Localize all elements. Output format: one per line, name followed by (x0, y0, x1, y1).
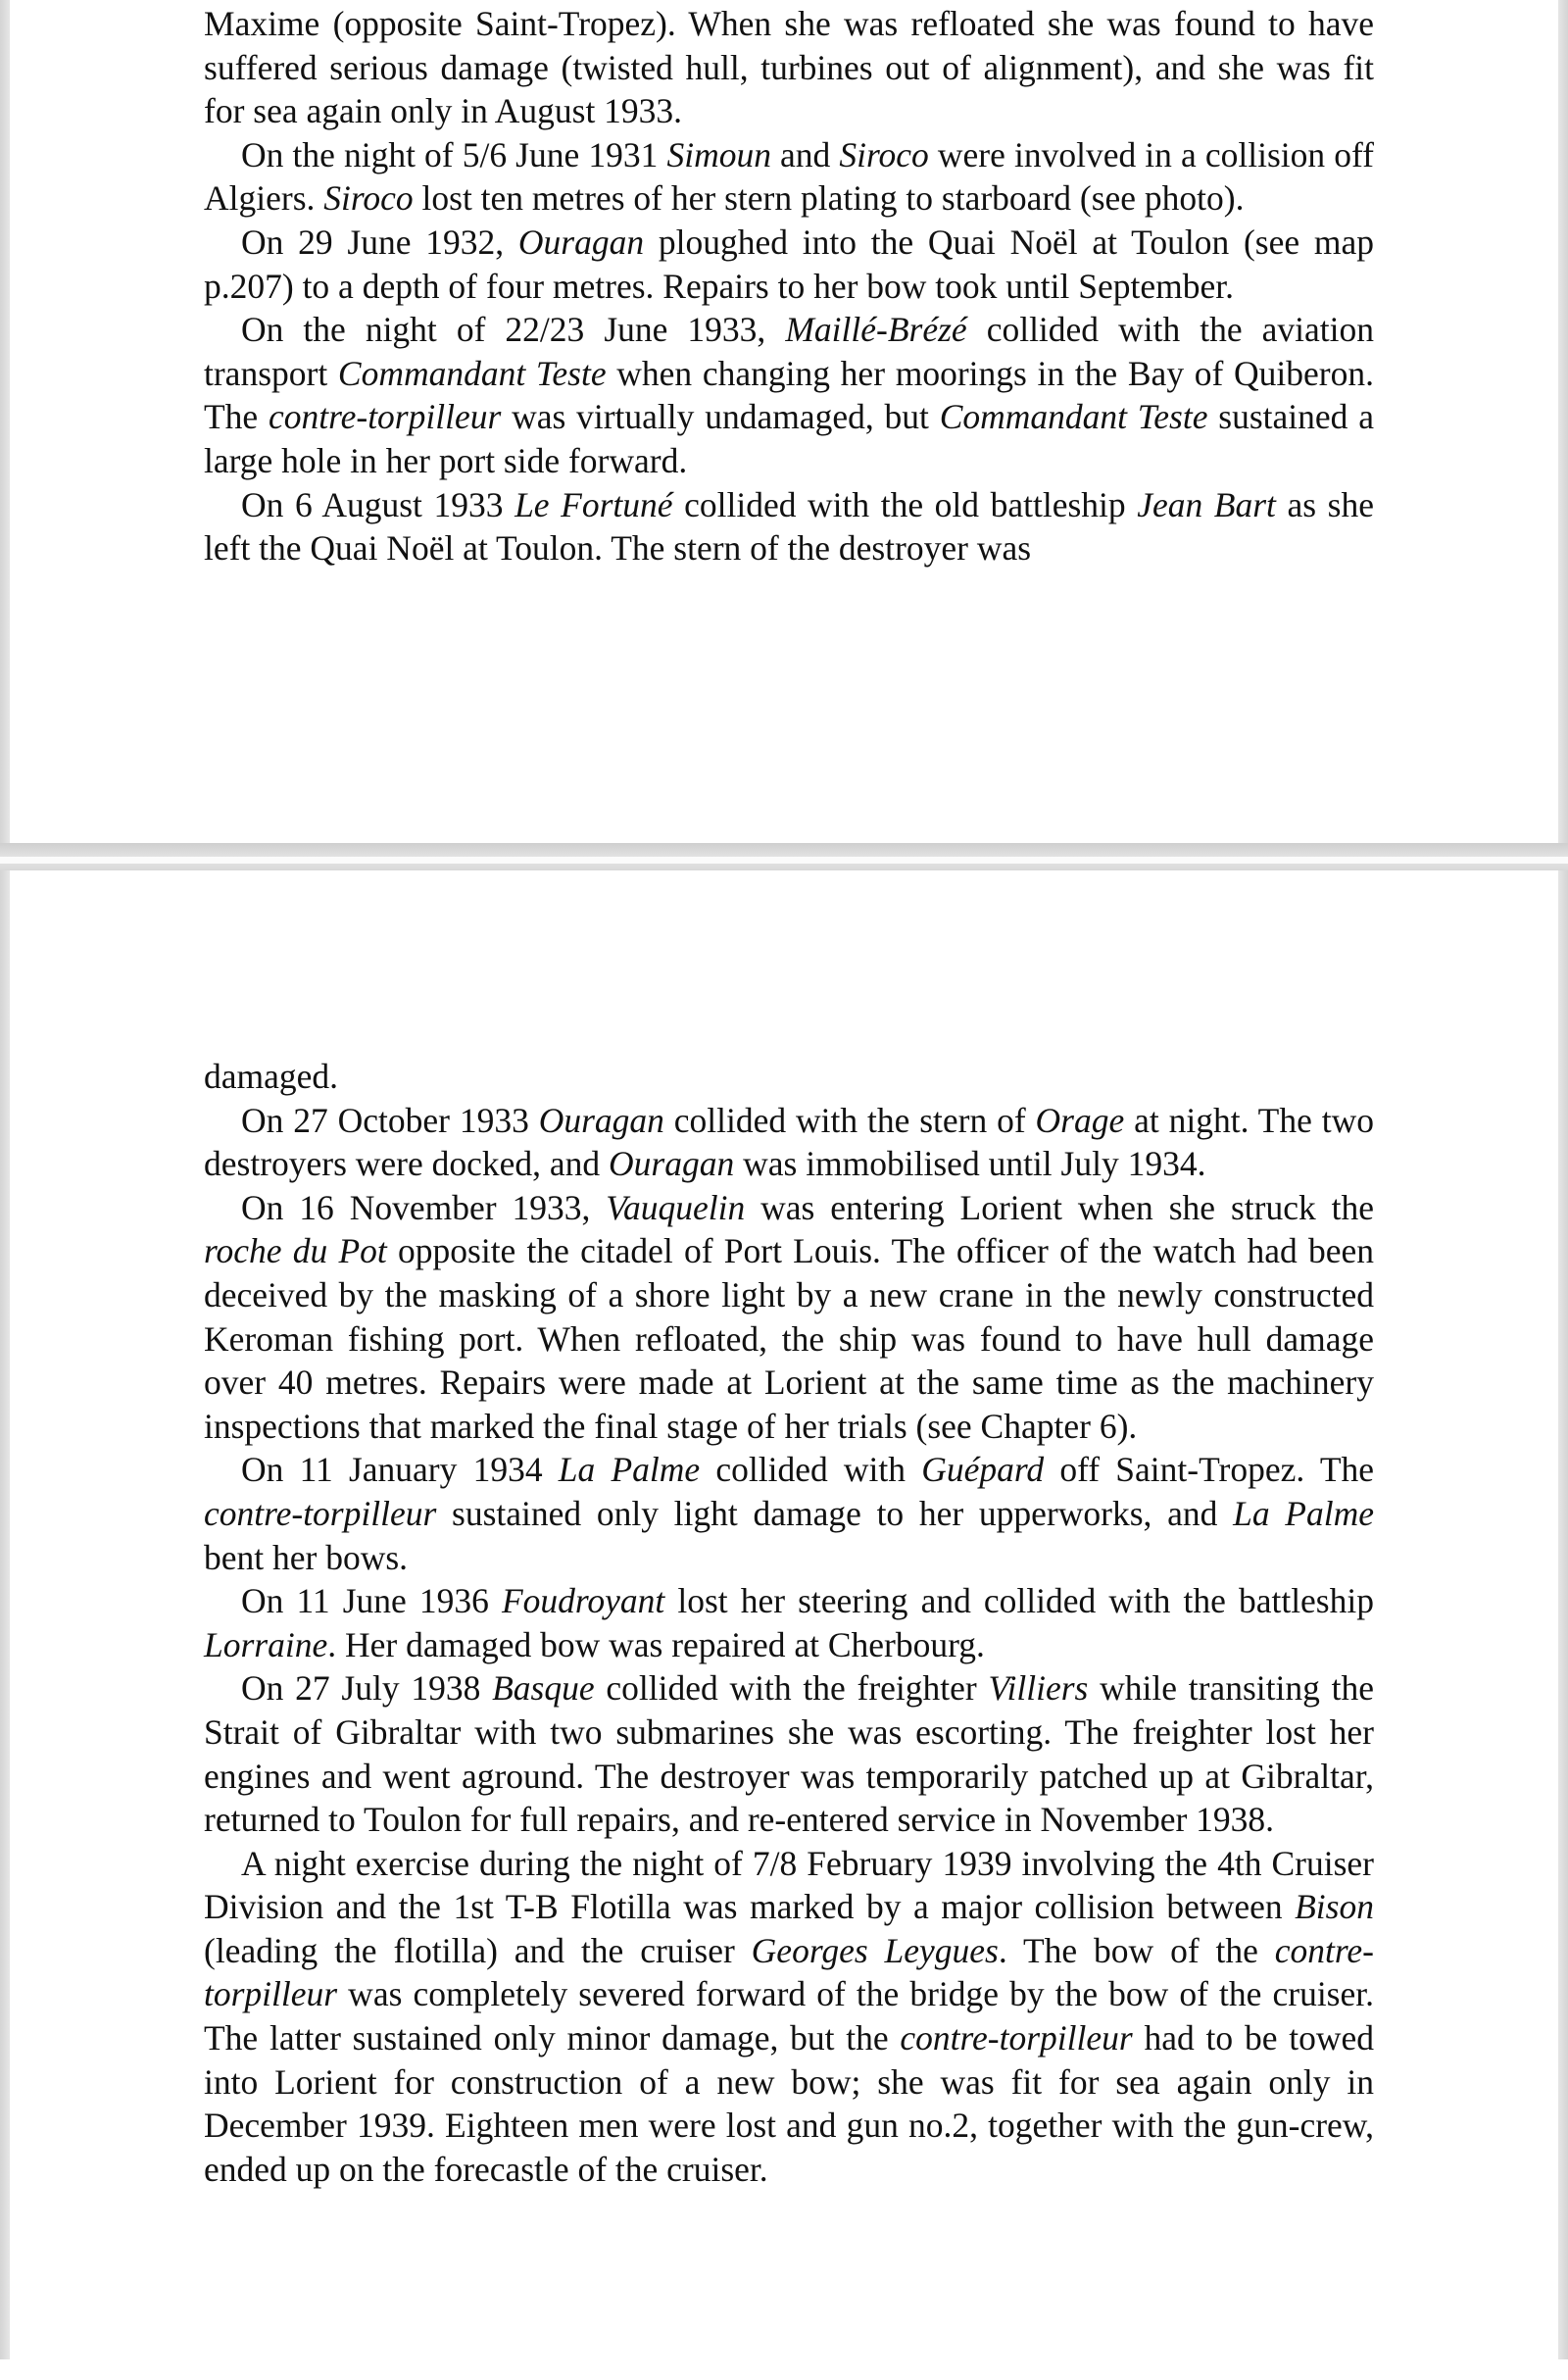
text-segment: On 16 November 1933, (241, 1187, 607, 1227)
italic-text: Lorraine (204, 1624, 328, 1664)
text-segment: On the night of 22/23 June 1933, (241, 310, 786, 350)
document-page-2 (10, 870, 1558, 2380)
italic-text: Bison (1295, 1887, 1374, 1927)
italic-text: Guépard (921, 1450, 1045, 1490)
italic-text: Foudroyant (501, 1581, 665, 1621)
text-segment: were involved in a collision off Algiers. (204, 134, 1374, 219)
viewer-frame-left (0, 0, 10, 2359)
italic-text: Commandant Teste (939, 397, 1208, 437)
italic-text: Simoun (666, 134, 771, 174)
italic-text: contre-torpilleur (269, 397, 502, 437)
paragraph (204, 221, 1374, 308)
text-segment: opposite the citadel of Port Louis. The officer of the watch had been deceived by the masking of a shore light by a new crane in the newly constructed Keroman fishing port. When refloated, the ship was found to have hull damage over 40 metres. Repairs were made at Lorient at the same time as the machinery inspections that marked the final stage of her trials (see Chapter 6). (204, 1231, 1374, 1446)
document-page-1 (10, 0, 1558, 843)
text-segment: On 27 October 1933 (241, 1100, 539, 1140)
page-divider-top (0, 864, 1568, 870)
italic-text: Le Fortuné (514, 484, 673, 524)
text-segment: was immobilised until July 1934. (734, 1144, 1206, 1184)
italic-text: Ouragan (609, 1144, 735, 1184)
italic-text: contre-torpilleur (900, 2018, 1133, 2058)
italic-text: La Palme (558, 1450, 701, 1490)
text-segment: On 11 January 1934 (241, 1450, 559, 1490)
italic-text: Orage (1035, 1100, 1125, 1140)
paragraph-continuation (204, 2, 1374, 133)
text-segment: while transiting the Strait of Gibraltar with two submarines she was escorting. The freighter lost her engines and went aground. The destroyer was temporarily patched up at Gibraltar, returned to Toulon for full repairs, and re-entered service in November 1938. (204, 1668, 1374, 1840)
paragraph (204, 133, 1374, 221)
italic-text: Maillé-Brézé (785, 310, 967, 350)
text-segment: when changing her moorings in the Bay of Quiberon. The (204, 353, 1374, 437)
text-segment: . The bow of the (998, 1930, 1275, 1970)
text-segment: sustained a large hole in her port side forward. (204, 397, 1374, 480)
text-segment: On 11 June 1936 (241, 1581, 502, 1621)
text-segment: On 29 June 1932, (241, 222, 518, 262)
text-segment: collided with the stern of (663, 1100, 1036, 1140)
paragraph-continuation (204, 1055, 1374, 1099)
page-divider-gap (0, 857, 1568, 864)
text-segment: sustained only light damage to her upperworks, and (436, 1493, 1234, 1533)
text-segment: . Her damaged bow was repaired at Cherbourg. (327, 1624, 985, 1664)
page-text-2 (204, 1055, 1374, 2191)
text-segment: lost ten metres of her stern plating to starboard (see photo). (413, 178, 1245, 219)
text-segment: collided with (700, 1450, 922, 1490)
italic-text: contre-torpilleur (204, 1493, 437, 1533)
text-segment: ploughed into the Quai Noël at Toulon (see map p.207) to a depth of four metres. Repairs to her bow took until September. (204, 222, 1374, 306)
paragraph (204, 1099, 1374, 1186)
paragraph (204, 308, 1374, 482)
page-text-1 (204, 2, 1374, 570)
italic-text: roche du Pot (204, 1231, 387, 1271)
text-segment: bent her bows. (204, 1537, 409, 1577)
text-segment: was entering Lorient when she struck the (745, 1187, 1374, 1227)
text-segment: at night. The two destroyers were docked, and (204, 1100, 1374, 1184)
page-divider-shadow (0, 843, 1568, 857)
text-segment: collided with the aviation transport (204, 310, 1374, 393)
text-segment: was completely severed forward of the bridge by the bow of the cruiser. The latter sustained only minor damage, but the (204, 1974, 1374, 2058)
italic-text: contre-torpilleur (204, 1930, 1374, 2014)
text-segment: collided with the freighter (594, 1668, 989, 1709)
text-segment: off Saint-Tropez. The (1044, 1450, 1375, 1490)
paragraph (204, 1186, 1374, 1449)
text-segment: lost her steering and collided with the battleship (664, 1581, 1374, 1621)
paragraph (204, 1842, 1374, 2192)
italic-text: Villiers (988, 1668, 1089, 1709)
italic-text: Georges Leygues (751, 1930, 999, 1970)
text-segment: On the night of 5/6 June 1931 (241, 134, 667, 174)
italic-text: Ouragan (517, 222, 645, 262)
text-segment: On 27 July 1938 (241, 1668, 493, 1709)
text-segment: as she left the Quai Noël at Toulon. The stern of the destroyer was (204, 484, 1374, 569)
text-segment: and (770, 134, 840, 174)
italic-text: Commandant Teste (337, 353, 607, 393)
italic-text: Basque (492, 1668, 595, 1709)
viewer-frame-right (1558, 0, 1568, 2359)
text-segment: Maxime (opposite Saint-Tropez). When she was refloated she was found to have suffered serious damage (twisted hull, turbines out of alignment), and she was fit for sea again only in August 1933. (204, 4, 1374, 131)
paragraph (204, 1448, 1374, 1579)
text-segment: (leading the flotilla) and the cruiser (204, 1930, 752, 1970)
italic-text: La Palme (1233, 1493, 1374, 1533)
italic-text: Vauquelin (606, 1187, 746, 1227)
paragraph (204, 483, 1374, 570)
text-segment: damaged. (204, 1057, 339, 1096)
italic-text: Siroco (323, 178, 414, 219)
italic-text: Jean Bart (1137, 484, 1276, 524)
italic-text: Ouragan (538, 1100, 664, 1140)
text-segment: On 6 August 1933 (241, 484, 515, 524)
paragraph (204, 1579, 1374, 1666)
italic-text: Siroco (839, 134, 929, 174)
text-segment: A night exercise during the night of 7/8 February 1939 involving the 4th Cruiser Division and the 1st T-B Flotilla was marked by a major collision between (204, 1843, 1374, 1927)
text-segment: had to be towed into Lorient for construction of a new bow; she was fit for sea again only in December 1939. Eighteen men were lost and gun no.2, together with the gun-crew, ended up on the forecastle of the cruiser. (204, 2018, 1374, 2189)
text-segment: was virtually undamaged, but (501, 397, 940, 437)
text-segment: collided with the old battleship (672, 484, 1138, 524)
paragraph (204, 1666, 1374, 1841)
